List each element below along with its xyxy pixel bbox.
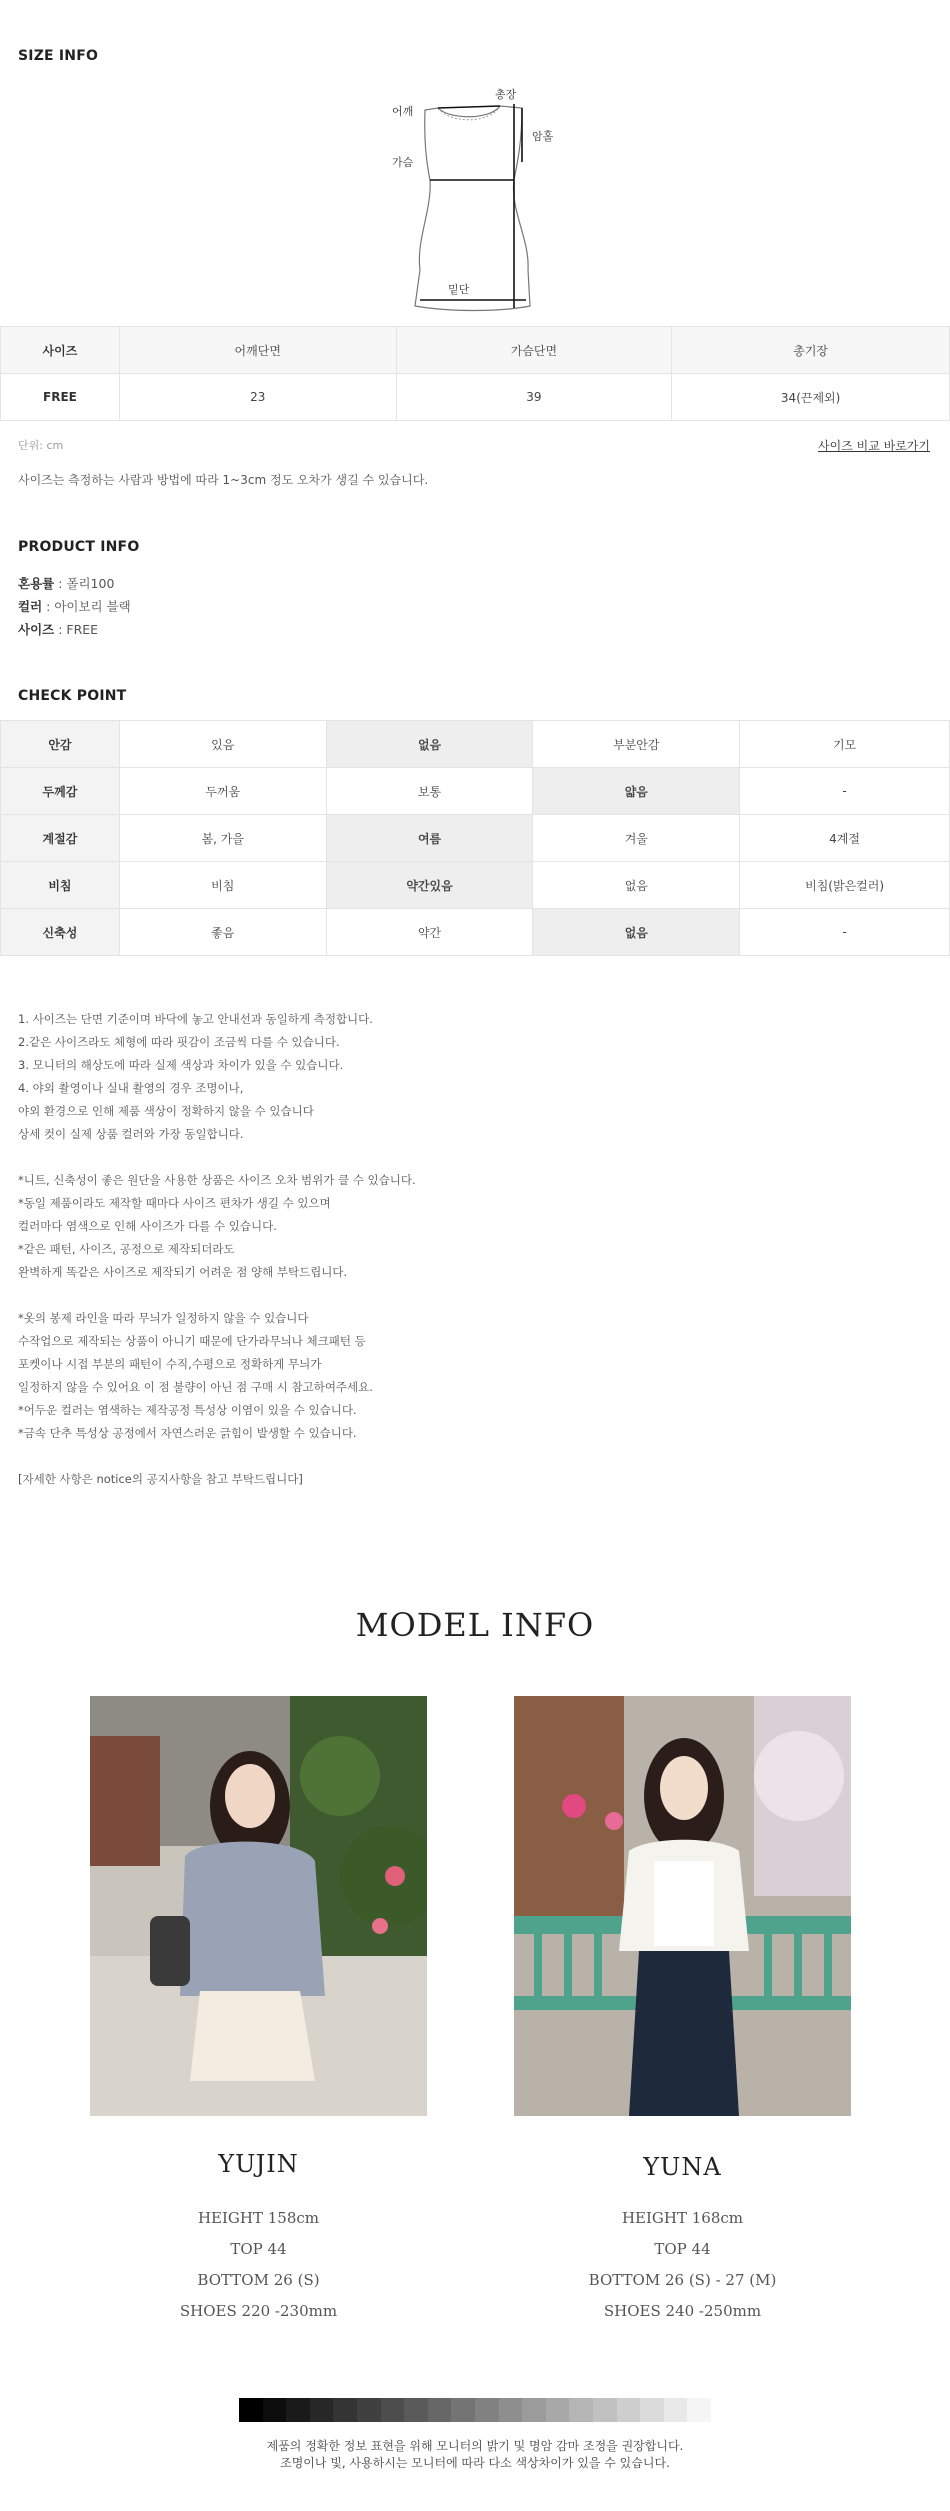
gray-swatch — [333, 2398, 357, 2422]
check-point-table — [0, 720, 950, 956]
check-point-option: 겨울 — [533, 815, 740, 862]
check-point-option: 4계절 — [740, 815, 950, 862]
notice-text — [18, 1008, 416, 1491]
product-info-value: : 폴리100 — [54, 576, 115, 591]
model-info-title: MODEL INFO — [355, 1606, 595, 1644]
check-point-row — [1, 862, 950, 909]
notice-line: 완벽하게 똑같은 사이즈로 제작되기 어려운 점 양해 부탁드립니다. — [18, 1265, 348, 1279]
notice-line: *금속 단추 특성상 공정에서 자연스러운 긁힘이 발생할 수 있습니다. — [18, 1426, 357, 1440]
gray-swatch — [593, 2398, 617, 2422]
check-point-option: 부분안감 — [533, 721, 740, 768]
notice-line: 야외 환경으로 인해 제품 색상이 정확하지 않을 수 있습니다 — [18, 1104, 314, 1118]
product-info-line — [18, 572, 131, 595]
check-point-option-selected: 없음 — [326, 721, 533, 768]
shoulder-label: 어깨 — [392, 105, 414, 118]
check-point-option: 기모 — [740, 721, 950, 768]
model-height: HEIGHT 168cm — [621, 2209, 744, 2227]
hem-label: 밑단 — [448, 283, 470, 296]
product-info-label: 사이즈 — [18, 622, 55, 637]
size-cell: 34(끈제외) — [672, 374, 950, 421]
size-header-cell: 어깨단면 — [119, 327, 396, 374]
gray-swatch — [451, 2398, 475, 2422]
notice-line: *옷의 봉제 라인을 따라 무늬가 일정하지 않을 수 있습니다 — [18, 1311, 309, 1325]
product-info-value: : 아이보리 블랙 — [42, 599, 131, 614]
monitor-note — [0, 2438, 950, 2472]
shoulder-line — [438, 106, 500, 108]
size-header-cell: 총기장 — [672, 327, 950, 374]
gray-swatch — [640, 2398, 664, 2422]
notice-line: 상세 컷이 실제 상품 컬러와 가장 동일합니다. — [18, 1127, 244, 1141]
check-point-option-selected: 얇음 — [533, 768, 740, 815]
check-point-row — [1, 768, 950, 815]
model-bottom: BOTTOM 26 (S) — [197, 2271, 320, 2289]
notice-line: 4. 야외 촬영이나 실내 촬영의 경우 조명이나, — [18, 1081, 244, 1095]
model-shoes: SHOES 240 -250mm — [603, 2302, 762, 2320]
length-label: 총장 — [495, 88, 517, 101]
model-photo-yujin — [90, 1696, 427, 2116]
size-table — [0, 326, 950, 421]
notice-spacer — [18, 1445, 416, 1468]
check-point-option: 없음 — [533, 862, 740, 909]
product-info-label: 컬러 — [18, 599, 43, 614]
check-point-option: 두꺼움 — [119, 768, 326, 815]
notice-line: 컬러마다 염색으로 인해 사이즈가 다를 수 있습니다. — [18, 1219, 277, 1233]
model-bottom: BOTTOM 26 (S) - 27 (M) — [588, 2271, 777, 2289]
check-point-option: 있음 — [119, 721, 326, 768]
size-cell: 23 — [119, 374, 396, 421]
check-point-label: 비침 — [1, 862, 120, 909]
check-point-option: 보통 — [326, 768, 533, 815]
gray-swatch — [286, 2398, 310, 2422]
gray-swatch — [475, 2398, 499, 2422]
size-compare-link[interactable]: 사이즈 비교 바로가기 — [818, 439, 930, 453]
check-point-row — [1, 909, 950, 956]
notice-line: 포켓이나 시접 부분의 패턴이 수직,수평으로 정확하게 무늬가 — [18, 1357, 322, 1371]
gray-swatch — [381, 2398, 405, 2422]
notice-line: 2.같은 사이즈라도 체형에 따라 핏감이 조금씩 다를 수 있습니다. — [18, 1035, 340, 1049]
gray-swatch — [664, 2398, 688, 2422]
notice-line: *니트, 신축성이 좋은 원단을 사용한 상품은 사이즈 오차 범위가 클 수 있습니다. — [18, 1173, 416, 1187]
chest-label: 가슴 — [392, 156, 414, 169]
gray-calibration-bar — [239, 2398, 711, 2422]
gray-swatch — [263, 2398, 287, 2422]
check-point-option: - — [740, 768, 950, 815]
check-point-row — [1, 815, 950, 862]
notice-line: 1. 사이즈는 단면 기준이며 바닥에 놓고 안내선과 동일하게 측정합니다. — [18, 1012, 373, 1026]
size-header-cell: 가슴단면 — [396, 327, 672, 374]
gray-swatch — [569, 2398, 593, 2422]
product-info-line — [18, 595, 131, 618]
check-point-label: 계절감 — [1, 815, 120, 862]
notice-line: [자세한 사항은 notice의 공지사항을 참고 부탁드립니다] — [18, 1472, 303, 1486]
size-tolerance-note: 사이즈는 측정하는 사람과 방법에 따라 1~3cm 정도 오차가 생길 수 있습니다. — [18, 473, 429, 487]
size-cell: 39 — [396, 374, 672, 421]
model-name-yuna: YUNA — [643, 2153, 722, 2181]
product-info-label: 혼용률 — [18, 576, 55, 591]
model-specs-yuna — [514, 2203, 851, 2327]
gray-swatch — [522, 2398, 546, 2422]
gray-swatch — [404, 2398, 428, 2422]
garment-diagram — [380, 80, 580, 320]
check-point-title: CHECK POINT — [18, 688, 127, 704]
monitor-note-line: 제품의 정확한 정보 표현을 위해 모니터의 밝기 및 명암 감마 조정을 권장합니다. — [266, 2439, 684, 2453]
model-name-yujin: YUJIN — [218, 2150, 299, 2178]
model-photo-yuna — [514, 1696, 851, 2116]
check-point-label: 두께감 — [1, 768, 120, 815]
size-table-row — [1, 374, 950, 421]
check-point-option: 약간 — [326, 909, 533, 956]
gray-swatch — [310, 2398, 334, 2422]
unit-note: 단위: cm — [18, 439, 64, 452]
product-info-line — [18, 618, 131, 641]
gray-swatch — [546, 2398, 570, 2422]
model-height: HEIGHT 158cm — [197, 2209, 320, 2227]
check-point-label: 안감 — [1, 721, 120, 768]
size-header-cell: 사이즈 — [1, 327, 120, 374]
product-info-list — [18, 572, 131, 641]
model-top: TOP 44 — [654, 2240, 711, 2258]
notice-line: *같은 패턴, 사이즈, 공정으로 제작되더라도 — [18, 1242, 235, 1256]
check-point-option: 봄, 가을 — [119, 815, 326, 862]
armhole-label: 암홀 — [532, 130, 554, 143]
size-table-header-row — [1, 327, 950, 374]
check-point-option: 비침 — [119, 862, 326, 909]
gray-swatch — [687, 2398, 711, 2422]
check-point-option-selected: 여름 — [326, 815, 533, 862]
check-point-option-selected: 없음 — [533, 909, 740, 956]
notice-line: 3. 모니터의 해상도에 따라 실제 색상과 차이가 있을 수 있습니다. — [18, 1058, 344, 1072]
gray-swatch — [499, 2398, 523, 2422]
notice-line: *동일 제품이라도 제작할 때마다 사이즈 편차가 생길 수 있으며 — [18, 1196, 331, 1210]
notice-line: *어두운 컬러는 염색하는 제작공정 특성상 이염이 있을 수 있습니다. — [18, 1403, 357, 1417]
model-specs-yujin — [90, 2203, 427, 2327]
notice-spacer — [18, 1284, 416, 1307]
gray-swatch — [428, 2398, 452, 2422]
product-info-value: : FREE — [54, 622, 99, 637]
size-cell: FREE — [1, 374, 120, 421]
gray-swatch — [357, 2398, 381, 2422]
gray-swatch — [239, 2398, 263, 2422]
notice-spacer — [18, 1146, 416, 1169]
check-point-option: 좋음 — [119, 909, 326, 956]
check-point-option: 비침(밝은컬러) — [740, 862, 950, 909]
check-point-option-selected: 약간있음 — [326, 862, 533, 909]
notice-line: 일정하지 않을 수 있어요 이 점 불량이 아닌 점 구매 시 참고하여주세요. — [18, 1380, 373, 1394]
check-point-option: - — [740, 909, 950, 956]
notice-line: 수작업으로 제작되는 상품이 아니기 때문에 단가라무늬나 체크패턴 등 — [18, 1334, 366, 1348]
model-shoes: SHOES 220 -230mm — [179, 2302, 338, 2320]
product-info-title: PRODUCT INFO — [18, 539, 140, 555]
check-point-row — [1, 721, 950, 768]
gray-swatch — [617, 2398, 641, 2422]
model-top: TOP 44 — [230, 2240, 287, 2258]
monitor-note-line: 조명이나 빛, 사용하시는 모니터에 따라 다소 색상차이가 있을 수 있습니다. — [280, 2456, 670, 2470]
size-info-title: SIZE INFO — [18, 48, 99, 64]
check-point-label: 신축성 — [1, 909, 120, 956]
